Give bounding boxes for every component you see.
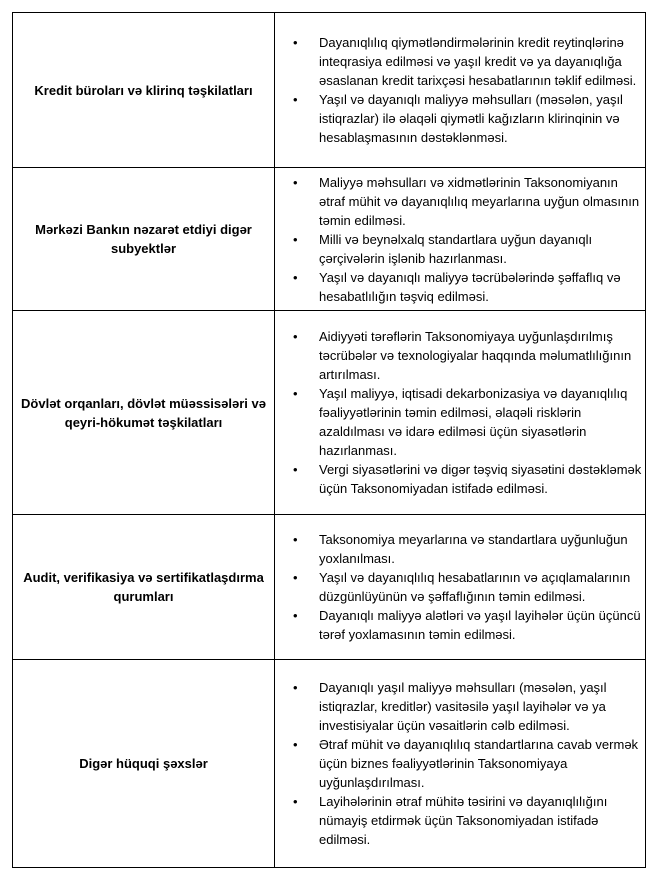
role-item: • Yaşıl və dayanıqlı maliyyə məhsulları (məsələn, yaşıl istiqrazlar) ilə əlaqəli qiymətli kağızların klirinqinin və hesablaşmasının dəstəklənməsi. — [275, 90, 645, 147]
role-list-cell — [275, 660, 646, 868]
role-item: • Milli və beynəlxalq standartlara uyğun dayanıqlı çərçivələrin işlənib hazırlanması. — [275, 230, 645, 268]
role-item: • Yaşıl maliyyə, iqtisadi dekarbonizasiya və dayanıqlılıq fəaliyyətlərinin təmin edilməsi, əlaqəli risklərin azaldılması və idarə edilməsi üçün siyasətlərin hazırlanması. — [275, 384, 645, 460]
table-row — [13, 311, 646, 515]
role-item: • Maliyyə məhsulları və xidmətlərinin Taksonomiyanın ətraf mühit və dayanıqlılıq meyarlarına uyğun olmasının təmin edilməsi. — [275, 173, 645, 230]
role-item: • Yaşıl və dayanıqlılıq hesabatlarının və açıqlamalarının düzgünlüyünün və şəffaflığının təmin edilməsi. — [275, 568, 645, 606]
role-item: • Vergi siyasətlərini və digər təşviq siyasətini dəstəkləmək üçün Taksonomiyadan istifadə edilməsi. — [275, 460, 645, 498]
entity-name: Mərkəzi Bankın nəzarət etdiyi digər subyektlər — [13, 168, 275, 311]
entity-name: Dövlət orqanları, dövlət müəssisələri və qeyri-hökumət təşkilatları — [13, 311, 275, 515]
table-row — [13, 168, 646, 311]
role-item: • Dayanıqlı yaşıl maliyyə məhsulları (məsələn, yaşıl istiqrazlar, kreditlər) vasitəsilə yaşıl layihələr və ya investisiyalar üçün vəsaitlərin cəlb edilməsi. — [275, 678, 645, 735]
role-item: • Aidiyyəti tərəflərin Taksonomiyaya uyğunlaşdırılmış təcrübələr və texnologiyalar haqqında məlumatlılığının artırılması. — [275, 327, 645, 384]
role-list-cell — [275, 168, 646, 311]
role-list-cell — [275, 311, 646, 515]
role-list-cell — [275, 13, 646, 168]
role-list — [275, 327, 645, 498]
role-item: • Dayanıqlılıq qiymətləndirmələrinin kredit reytinqlərinə inteqrasiya edilməsi və yaşıl kredit və ya dayanıqlığa əsaslanan kredit tarixçəsi hesabatlarının təklif edilməsi. — [275, 33, 645, 90]
role-item: • Dayanıqlı maliyyə alətləri və yaşıl layihələr üçün üçüncü tərəf yoxlamasının təmin edilməsi. — [275, 606, 645, 644]
table-row — [13, 13, 646, 168]
entity-name: Digər hüquqi şəxslər — [13, 660, 275, 868]
table-body — [13, 13, 646, 868]
role-item: • Ətraf mühit və dayanıqlılıq standartlarına cavab vermək üçün biznes fəaliyyətlərinin Taksonomiyaya uyğunlaşdırılması. — [275, 735, 645, 792]
role-list — [275, 530, 645, 644]
role-list-cell — [275, 515, 646, 660]
role-item: • Layihələrinin ətraf mühitə təsirini və dayanıqlılığını nümayiş etdirmək üçün Taksonomiyadan istifadə edilməsi. — [275, 792, 645, 849]
table-row — [13, 515, 646, 660]
role-list — [275, 678, 645, 849]
entity-role-table — [12, 12, 646, 868]
role-item: • Taksonomiya meyarlarına və standartlara uyğunluğun yoxlanılması. — [275, 530, 645, 568]
role-list — [275, 33, 645, 147]
entity-name: Audit, verifikasiya və sertifikatlaşdırma qurumları — [13, 515, 275, 660]
table-row — [13, 660, 646, 868]
role-item: • Yaşıl və dayanıqlı maliyyə təcrübələrində şəffaflıq və hesabatlılığın təşviq edilməsi. — [275, 268, 645, 306]
role-list — [275, 173, 645, 306]
entity-name: Kredit büroları və klirinq təşkilatları — [13, 13, 275, 168]
